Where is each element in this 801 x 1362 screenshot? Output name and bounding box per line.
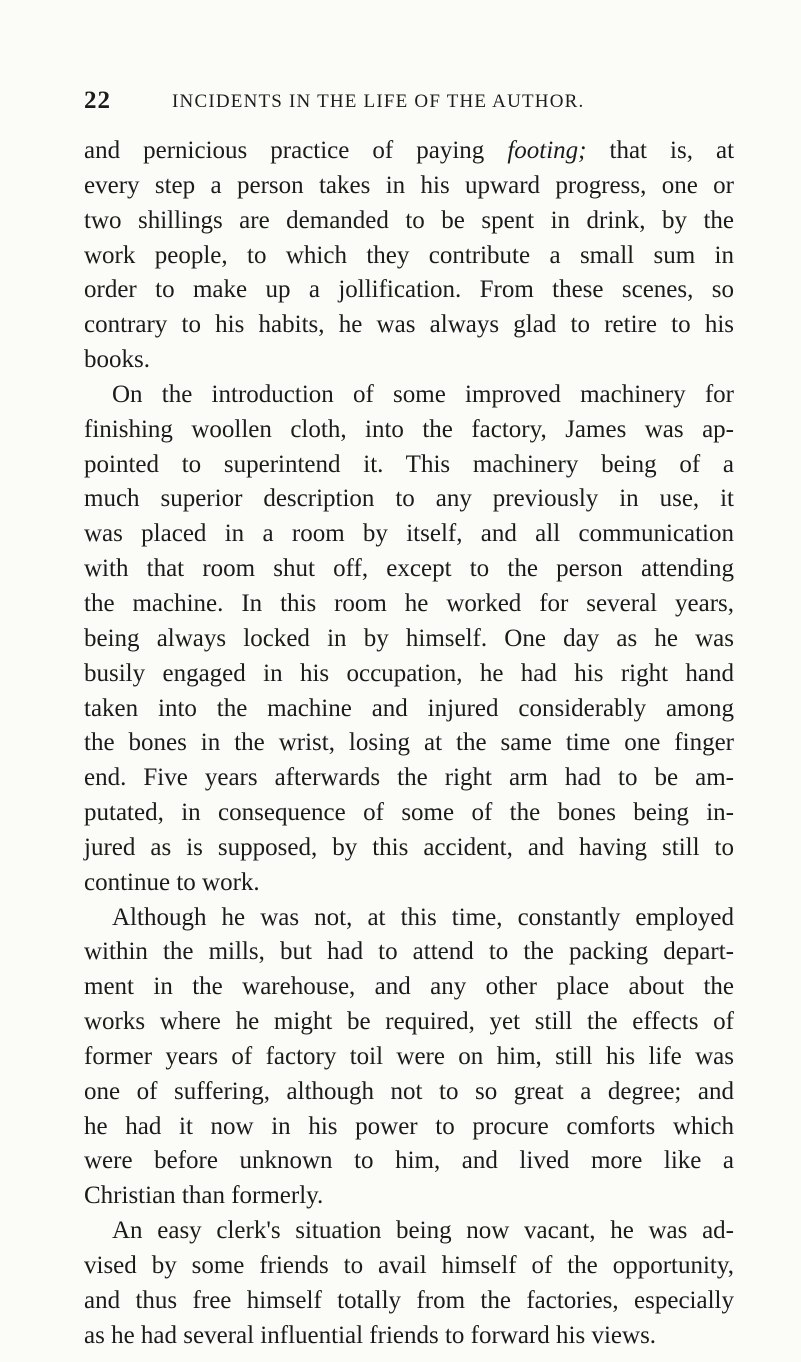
text-line: works where he might be required, yet still the effects of (84, 1008, 734, 1036)
running-head (84, 86, 734, 116)
text-line: order to make up a jollification. From these scenes, so (84, 276, 734, 304)
italic-word: footing; (507, 137, 587, 164)
text-line: two shillings are demanded to be spent in drink, by the (84, 206, 734, 234)
body-text (84, 134, 734, 1354)
text-line: end. Five years afterwards the right arm had to be am- (84, 764, 734, 792)
text-line: vised by some friends to avail himself of the opportunity, (84, 1252, 734, 1279)
text-line: were before unknown to him, and lived more like a (84, 1147, 734, 1175)
text-line: taken into the machine and injured considerably among (84, 694, 734, 722)
text-line: being always locked in by himself. One day as he was (84, 624, 734, 652)
text-line: the machine. In this room he worked for several years, (84, 589, 734, 617)
text-line: pointed to superintend it. This machinery being of a (84, 450, 734, 478)
text-line: as he had several influential friends to forward his views. (84, 1321, 657, 1349)
text-line: the bones in the wrist, losing at the same time one finger (84, 729, 734, 757)
text-line: with that room shut off, except to the person attending (84, 555, 734, 583)
text-line: he had it now in his power to procure comforts which (84, 1112, 734, 1140)
paragraph-start-line: An easy clerk's situation being now vacant, he was ad- (112, 1217, 734, 1245)
running-title: INCIDENTS IN THE LIFE OF THE AUTHOR. (172, 91, 585, 112)
text-line: one of suffering, although not to so great a degree; and (84, 1077, 734, 1105)
text-line: Christian than formerly. (84, 1182, 324, 1210)
text-line: contrary to his habits, he was always glad to retire to his (84, 311, 734, 339)
text-line: within the mills, but had to attend to the packing depart- (84, 938, 734, 966)
text-line: former years of factory toil were on him, still his life was (84, 1042, 734, 1070)
text-line: every step a person takes in his upward progress, one or (84, 171, 734, 199)
text-line: busily engaged in his occupation, he had his right hand (84, 659, 734, 687)
text-line: jured as is supposed, by this accident, and having still to (84, 833, 734, 861)
text-line: books. (84, 346, 150, 374)
text-line: and pernicious practice of paying footing; that is, at (84, 137, 735, 164)
text-line: putated, in consequence of some of the bones being in- (84, 799, 734, 827)
text-line: work people, to which they contribute a small sum in (84, 241, 734, 269)
text-line: much superior description to any previously in use, it (84, 485, 734, 513)
page-number: 22 (84, 87, 111, 114)
paragraph-start-line: On the introduction of some improved machinery for (112, 380, 734, 408)
text-line: and thus free himself totally from the factories, especially (84, 1286, 734, 1314)
paragraph-start-line: Although he was not, at this time, constantly employed (112, 903, 734, 931)
text-line: finishing woollen cloth, into the factory, James was ap- (84, 415, 734, 443)
text-line: ment in the warehouse, and any other place about the (84, 973, 734, 1001)
text-line: continue to work. (84, 868, 260, 896)
text-line: was placed in a room by itself, and all communication (84, 520, 734, 548)
